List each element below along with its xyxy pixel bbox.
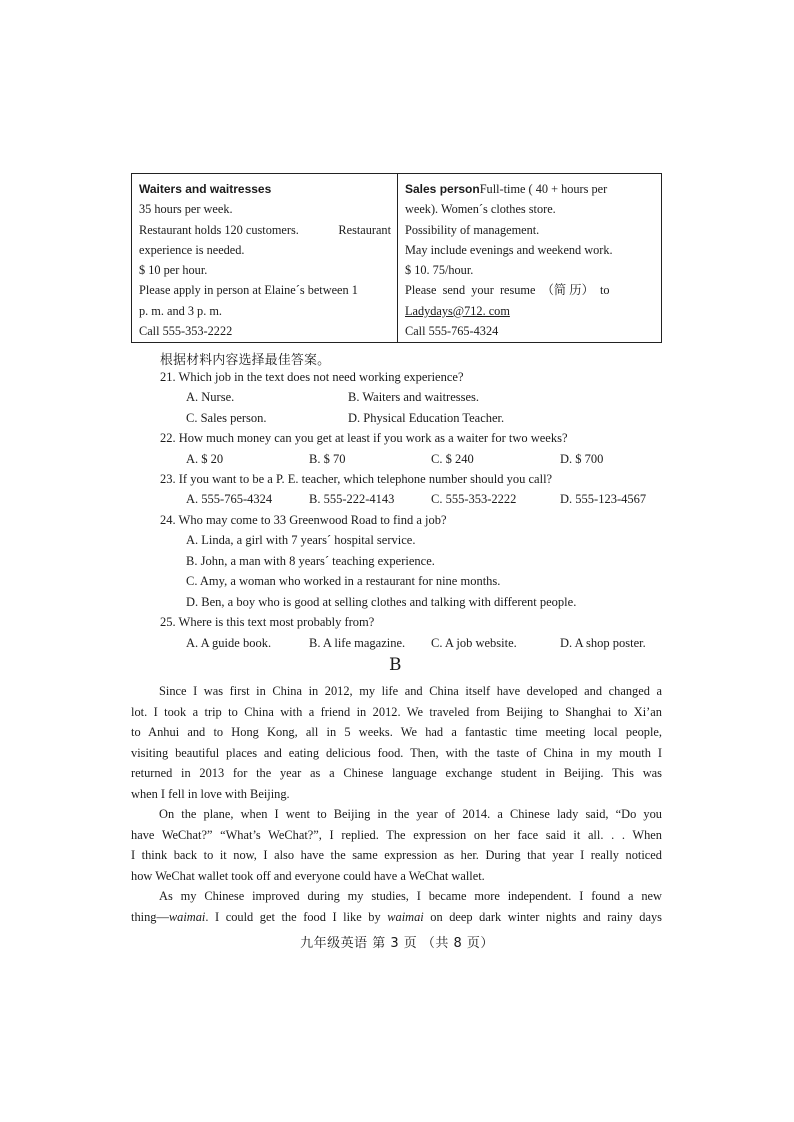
passage-italic-term: waimai xyxy=(168,909,206,924)
passage-paragraph-1 xyxy=(131,681,662,804)
ad-waiters-line xyxy=(139,220,391,240)
option-23-a: A. 555-765-4324 xyxy=(186,492,273,506)
ad-sales-line: week). Women´s clothes store. xyxy=(405,202,556,217)
ad-waiters-line: p. m. and 3 p. m. xyxy=(139,303,222,318)
passage-line: On the plane, when I went to Beijing in the year of 2014. a Chinese lady said, “Do you xyxy=(159,807,662,821)
ad-waiters-line: Please apply in person at Elaine´s between 1 xyxy=(139,283,358,298)
option-24-a: A. Linda, a girl with 7 years´ hospital service. xyxy=(186,533,416,547)
ad-sales-line: $ 10. 75/hour. xyxy=(405,263,474,278)
ad-waiters-text: Restaurant xyxy=(338,222,391,237)
page-footer: 九年级英语 第 3 页 （共 8 页） xyxy=(300,936,494,951)
passage-text: on deep dark winter nights and rainy days xyxy=(423,909,662,924)
option-25-d: D. A shop poster. xyxy=(560,636,646,650)
option-24-c: C. Amy, a woman who worked in a restaurant for nine months. xyxy=(186,574,501,588)
passage-line: As my Chinese improved during my studies, I became more independent. I found a new xyxy=(159,889,662,903)
instruction: 根据材料内容选择最佳答案。 xyxy=(160,353,331,368)
question-22: 22. How much money can you get at least if you work as a waiter for two weeks? xyxy=(160,431,568,445)
option-23-b: B. 555-222-4143 xyxy=(309,492,395,506)
ad-sales-hours: Full-time ( 40 + hours per xyxy=(479,182,608,196)
passage-line: lot. I took a trip to China with a friend in 2012. We traveled from Beijing to Shanghai to Xi’an xyxy=(131,704,662,719)
question-25: 25. Where is this text most probably from? xyxy=(160,615,375,629)
option-23-c: C. 555-353-2222 xyxy=(431,492,517,506)
passage-line: visiting beautiful places and eating delicious food. Then, with the taste of China in my mouth I xyxy=(131,745,662,760)
passage-line xyxy=(131,907,662,928)
option-21-b: B. Waiters and waitresses. xyxy=(348,390,480,404)
passage-line: have WeChat?” “What’s WeChat?”, I replied. The expression on her face said it all. . . When xyxy=(131,827,662,842)
option-22-b: B. $ 70 xyxy=(309,452,346,466)
ad-sales-title: Sales person xyxy=(405,182,480,196)
option-21-d: D. Physical Education Teacher. xyxy=(348,411,505,425)
ad-waiters-text: Restaurant holds 120 customers. xyxy=(139,222,299,237)
question-24: 24. Who may come to 33 Greenwood Road to find a job? xyxy=(160,513,447,527)
ad-waiters-line: experience is needed. xyxy=(139,242,245,257)
ad-waiters-phone: Call 555-353-2222 xyxy=(139,324,233,339)
option-22-a: A. $ 20 xyxy=(186,452,224,466)
ad-sales-line: Possibility of management. xyxy=(405,222,540,237)
passage-line: when I fell in love with Beijing. xyxy=(131,786,290,801)
passage-paragraph-2 xyxy=(131,804,662,886)
ad-sales-email: Ladydays@712. com xyxy=(405,303,510,318)
passage-line: returned in 2013 for the year as a Chinese language exchange student in Beijing. This was xyxy=(131,766,662,780)
ad-sales xyxy=(398,174,661,342)
ad-waiters-title: Waiters and waitresses xyxy=(139,182,272,196)
option-21-a: A. Nurse. xyxy=(186,390,235,404)
ad-waiters-line: $ 10 per hour. xyxy=(139,263,208,278)
option-25-a: A. A guide book. xyxy=(186,636,272,650)
ad-sales-line: May include evenings and weekend work. xyxy=(405,242,613,257)
passage-text: thing— xyxy=(131,909,169,924)
option-25-c: C. A job website. xyxy=(431,636,517,650)
passage-line: Since I was first in China in 2012, my life and China itself have developed and changed a xyxy=(159,684,662,698)
passage-line: I think back to it now, I also have the same expression as her. During that year I really noticed xyxy=(131,848,662,862)
option-22-d: D. $ 700 xyxy=(560,452,604,466)
job-ads-table xyxy=(131,173,662,343)
ad-sales-line: Please send your resume （简 历） to xyxy=(405,283,610,298)
ad-waiters xyxy=(132,174,398,342)
option-21-c: C. Sales person. xyxy=(186,411,267,425)
passage-paragraph-3 xyxy=(131,886,662,927)
option-24-d: D. Ben, a boy who is good at selling clothes and talking with different people. xyxy=(186,595,577,609)
passage-line: to Anhui and to Hong Kong, all in 5 weeks. We had a fantastic time meeting local people, xyxy=(131,725,662,739)
option-24-b: B. John, a man with 8 years´ teaching experience. xyxy=(186,554,435,568)
passage-italic-term: waimai xyxy=(387,909,424,924)
ad-sales-phone: Call 555-765-4324 xyxy=(405,324,499,339)
passage-line: how WeChat wallet took off and everyone could have a WeChat wallet. xyxy=(131,868,485,883)
section-b-heading: B xyxy=(389,655,402,675)
ad-waiters-line: 35 hours per week. xyxy=(139,202,233,217)
question-21: 21. Which job in the text does not need working experience? xyxy=(160,370,464,384)
ad-sales-header xyxy=(405,179,655,199)
question-23: 23. If you want to be a P. E. teacher, which telephone number should you call? xyxy=(160,472,553,486)
option-22-c: C. $ 240 xyxy=(431,452,474,466)
passage-text: . I could get the food I like by xyxy=(205,909,388,924)
option-25-b: B. A life magazine. xyxy=(309,636,406,650)
option-23-d: D. 555-123-4567 xyxy=(560,492,647,506)
